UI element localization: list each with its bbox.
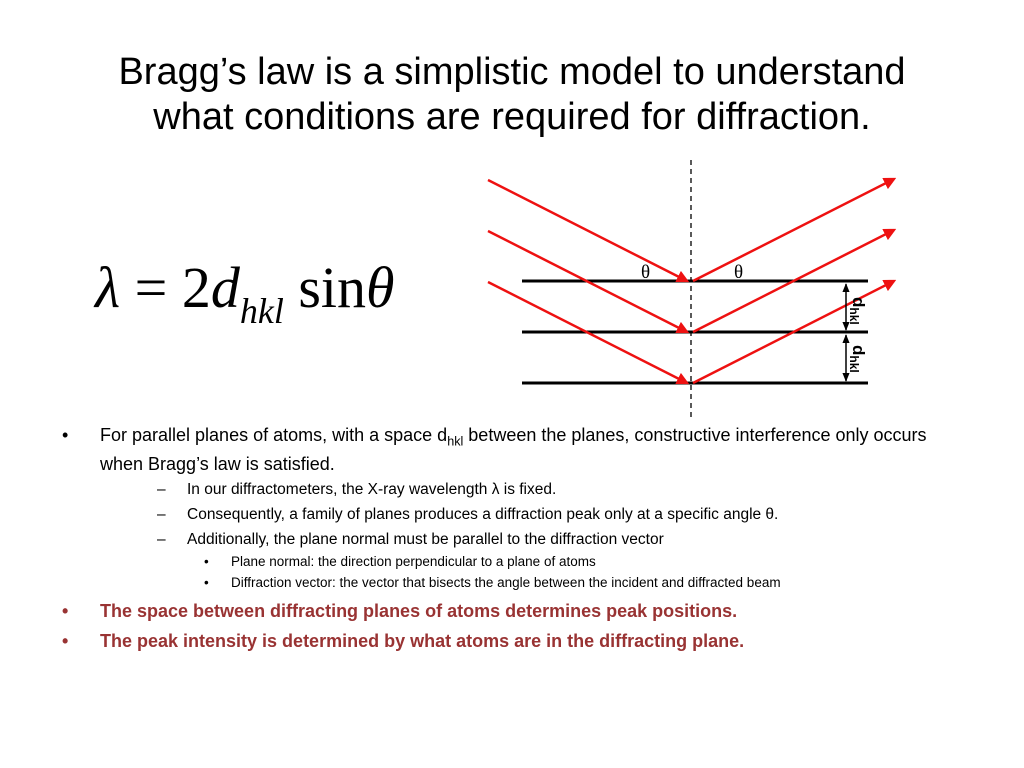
sub-sub-bullet-text: Diffraction vector: the vector that bisects the angle between the incident and diffracted beam: [231, 574, 781, 590]
dash-marker: –: [157, 530, 166, 548]
theta-label-left: θ: [641, 262, 651, 283]
incident-ray-1: [488, 180, 687, 281]
title-line-1: Bragg’s law is a simplistic model to understand: [118, 51, 906, 93]
sub-bullet-plane-normal: [100, 530, 958, 592]
bullet-text-b: between the planes, constructive interference only occurs when Bragg’s law is satisfied.: [100, 425, 927, 474]
title-line-2: what conditions are required for diffraction.: [153, 96, 871, 138]
sub-sub-bullet-diffraction-vector-def: [100, 574, 958, 592]
bullet-subscript: hkl: [447, 434, 464, 449]
spacing-label-top: dhkl: [847, 297, 868, 325]
formula-theta: θ: [366, 255, 395, 320]
bullet-list: [58, 424, 958, 658]
dash-marker: –: [157, 480, 166, 498]
theta-label-right: θ: [734, 262, 744, 283]
dash-marker: –: [157, 505, 166, 523]
bullet-peak-positions: [58, 600, 958, 622]
small-bullet-marker: •: [204, 574, 209, 590]
bullet-constructive-interference: [58, 424, 958, 592]
bullet-marker: •: [62, 425, 69, 445]
bragg-diagram: [470, 155, 910, 425]
formula-d: d: [210, 255, 240, 320]
diffracted-ray-1: [693, 179, 894, 281]
formula-equals-two: = 2: [120, 255, 211, 320]
bragg-formula: [95, 248, 395, 335]
bullet-marker: •: [62, 630, 69, 651]
spacing-label-bottom: dhkl: [847, 345, 868, 373]
sub-bullet-specific-angle: [100, 505, 958, 525]
sub-bullet-text: Additionally, the plane normal must be parallel to the diffraction vector: [187, 530, 664, 548]
slide-title: [60, 50, 964, 140]
bullet-peak-intensity: [58, 630, 958, 652]
sub-bullet-text: In our diffractometers, the X-ray wavelength λ is fixed.: [187, 480, 557, 498]
bullet-text: The space between diffracting planes of atoms determines peak positions.: [100, 600, 738, 621]
formula-sin: sin: [283, 255, 367, 320]
formula-subscript: hkl: [239, 291, 284, 331]
bullet-marker: •: [62, 600, 69, 621]
formula-lambda: λ: [95, 255, 121, 320]
sub-bullet-text: Consequently, a family of planes produces a diffraction peak only at a specific angle θ.: [187, 505, 779, 523]
sub-bullet-wavelength: [100, 480, 958, 500]
small-bullet-marker: •: [204, 553, 209, 569]
bullet-text: The peak intensity is determined by what atoms are in the diffracting plane.: [100, 630, 745, 651]
sub-sub-bullet-text: Plane normal: the direction perpendicular to a plane of atoms: [231, 553, 596, 569]
bullet-text-a: For parallel planes of atoms, with a space d: [100, 425, 448, 445]
sub-sub-bullet-plane-normal-def: [100, 553, 958, 571]
